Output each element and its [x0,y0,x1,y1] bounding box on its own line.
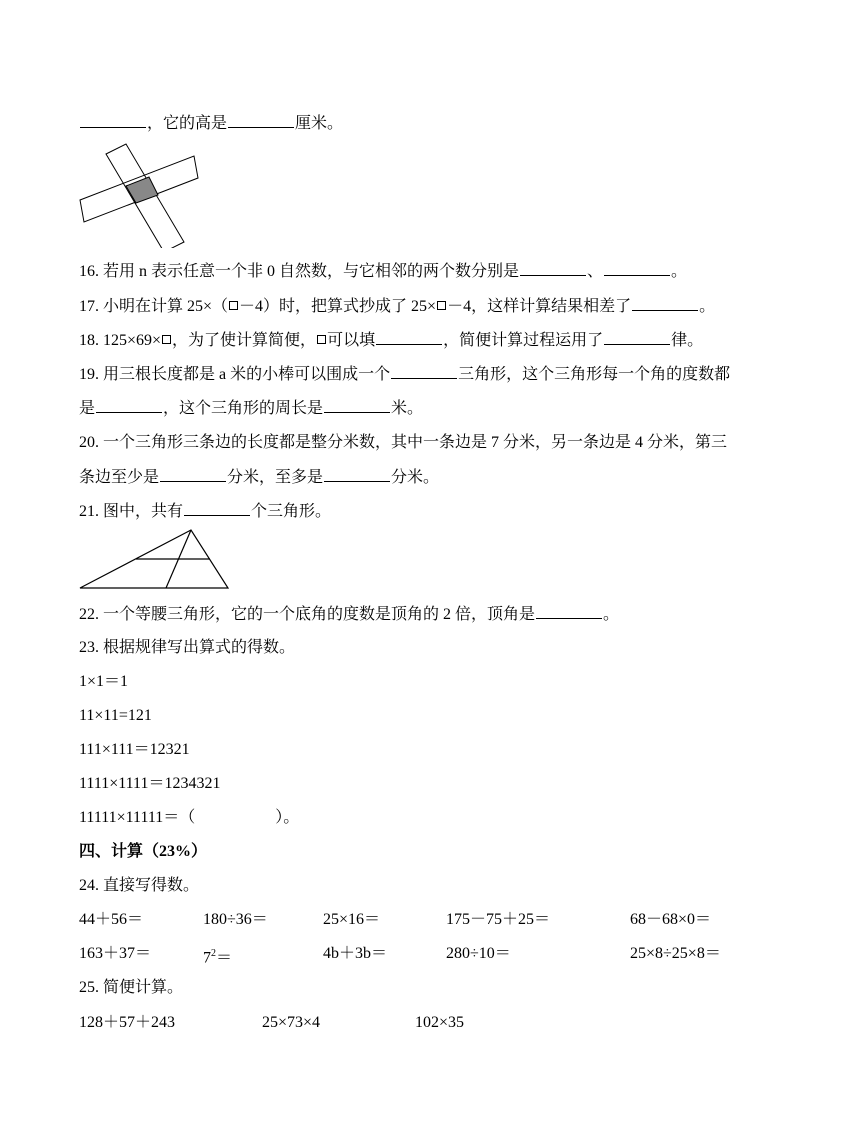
calc-expression: 25×73×4 [262,1014,321,1031]
q20-text-1: 20. 一个三角形三条边的长度都是整分米数，其中一条边是 7 分米，另一条边是 4 分米，第三 [79,434,728,451]
q19-text-3: 是 [79,400,96,417]
section-title: 四、计算（23%） [79,843,208,860]
pattern-text: 11×11=121 [79,707,152,724]
oral-calc-item [79,944,151,964]
q18-end: 律。 [671,332,704,349]
q16-text: 16. 若用 n 表示任意一个非 0 自然数，与它相邻的两个数分别是 [79,263,520,280]
oral-calc-item [323,910,380,930]
q22-end: 。 [603,606,620,623]
calc-expression: 68－68×0＝ [630,911,712,928]
question-19-line-1 [79,364,730,385]
calc-expression: 280÷10＝ [446,945,511,962]
calc-expression: 25×16＝ [323,911,381,928]
q21-end: 个三角形。 [251,503,332,520]
q21-text-1: 21. 图中，共有 [79,503,184,520]
square-placeholder [162,335,171,344]
answer-blank[interactable] [632,296,698,311]
q22-text: 22. 一个等腰三角形，它的一个底角的度数是顶角的 2 倍，顶角是 [79,606,536,623]
oral-calc-item [79,910,143,930]
q18-text-4: ，简便计算过程运用了 [443,332,604,349]
calc-expression: 102×35 [415,1014,465,1031]
q18-text-3: 可以填 [327,332,376,349]
q20-text-3: 分米，至多是 [227,469,324,486]
answer-blank[interactable] [520,261,586,276]
q15-tail-line [79,113,343,134]
q17-end: 。 [699,298,716,315]
pattern-text: 111×111＝12321 [79,741,190,758]
square-placeholder [317,335,326,344]
question-17 [79,296,715,317]
answer-blank[interactable] [391,364,457,379]
q25-title: 25. 简便计算。 [79,979,184,996]
pattern-row [79,808,299,828]
calc-expression: 128＋57＋243 [79,1014,176,1031]
pattern-row [79,740,190,760]
question-24-title [79,876,199,896]
square-placeholder [229,301,238,310]
question-22 [79,604,619,625]
question-25-title [79,978,183,998]
q16-sep: 、 [587,263,604,280]
calc-expression: 175－75＋25＝ [446,911,551,928]
q19-text-2: 三角形，这个三角形每一个角的度数都 [458,366,731,383]
answer-blank[interactable] [604,330,670,345]
question-20-line-2 [79,467,439,488]
answer-blank[interactable] [96,398,162,413]
simplify-item [262,1013,320,1033]
oral-calc-item [446,944,511,964]
q20-text-2: 条边至少是 [79,469,160,486]
calc-expression: 4b＋3b＝ [323,945,388,962]
q16-end: 。 [671,263,688,280]
answer-blank[interactable] [604,261,670,276]
q15-text-2: 厘米。 [295,115,344,132]
q17-text-1: 17. 小明在计算 25×（ [79,298,229,315]
answer-blank[interactable] [184,501,250,516]
q24-title: 24. 直接写得数。 [79,877,200,894]
question-23-title [79,638,295,658]
q19-text-1: 19. 用三根长度都是 a 米的小棒可以围成一个 [79,366,391,383]
answer-blank[interactable] [80,113,146,128]
oral-calc-item [630,910,711,930]
q17-text-3: －4，这样计算结果相差了 [447,298,632,315]
q23-title: 23. 根据规律写出算式的得数。 [79,639,296,656]
answer-blank[interactable] [324,398,390,413]
question-18 [79,330,703,351]
calc-base: 7 [203,949,211,967]
simplify-item [79,1013,175,1033]
calc-expression: 180÷36＝ [203,911,268,928]
pattern-text: 1111×1111＝1234321 [79,775,221,792]
crossed-strips-figure [76,140,206,248]
answer-blank[interactable] [536,604,602,619]
calc-exponent: 2 [211,948,216,959]
q19-text-4: ，这个三角形的周长是 [163,400,324,417]
q15-text-1: ，它的高是 [147,115,228,132]
question-21 [79,501,331,522]
pattern-text: 11111×11111＝（ ）。 [79,809,300,826]
pattern-row [79,774,220,794]
question-19-line-2 [79,398,423,419]
answer-blank[interactable] [228,113,294,128]
oral-calc-item [203,910,268,930]
oral-calc-item [203,944,232,968]
question-20-line-1 [79,433,727,453]
calc-expression: 44＋56＝ [79,911,144,928]
q19-end: 米。 [391,400,424,417]
q20-end: 分米。 [391,469,440,486]
q18-text-2: ，为了使计算简便， [172,332,317,349]
answer-blank[interactable] [324,467,390,482]
calc-equals: ＝ [216,949,233,967]
answer-blank[interactable] [160,467,226,482]
q17-text-2: －4）时，把算式抄成了 25× [239,298,437,315]
oral-calc-item [323,944,387,964]
simplify-item [415,1013,464,1033]
question-16 [79,261,687,282]
triangle-count-figure [78,527,232,591]
calc-expression: 163＋37＝ [79,945,152,962]
oral-calc-item [630,944,721,964]
calc-expression: 25×8÷25×8＝ [630,945,721,962]
pattern-row [79,706,152,726]
section-heading [79,842,207,862]
pattern-row [79,672,128,692]
answer-blank[interactable] [376,330,442,345]
pattern-text: 1×1＝1 [79,673,129,690]
q18-text-1: 18. 125×69× [79,332,162,349]
square-placeholder [437,301,446,310]
oral-calc-item [446,910,550,930]
